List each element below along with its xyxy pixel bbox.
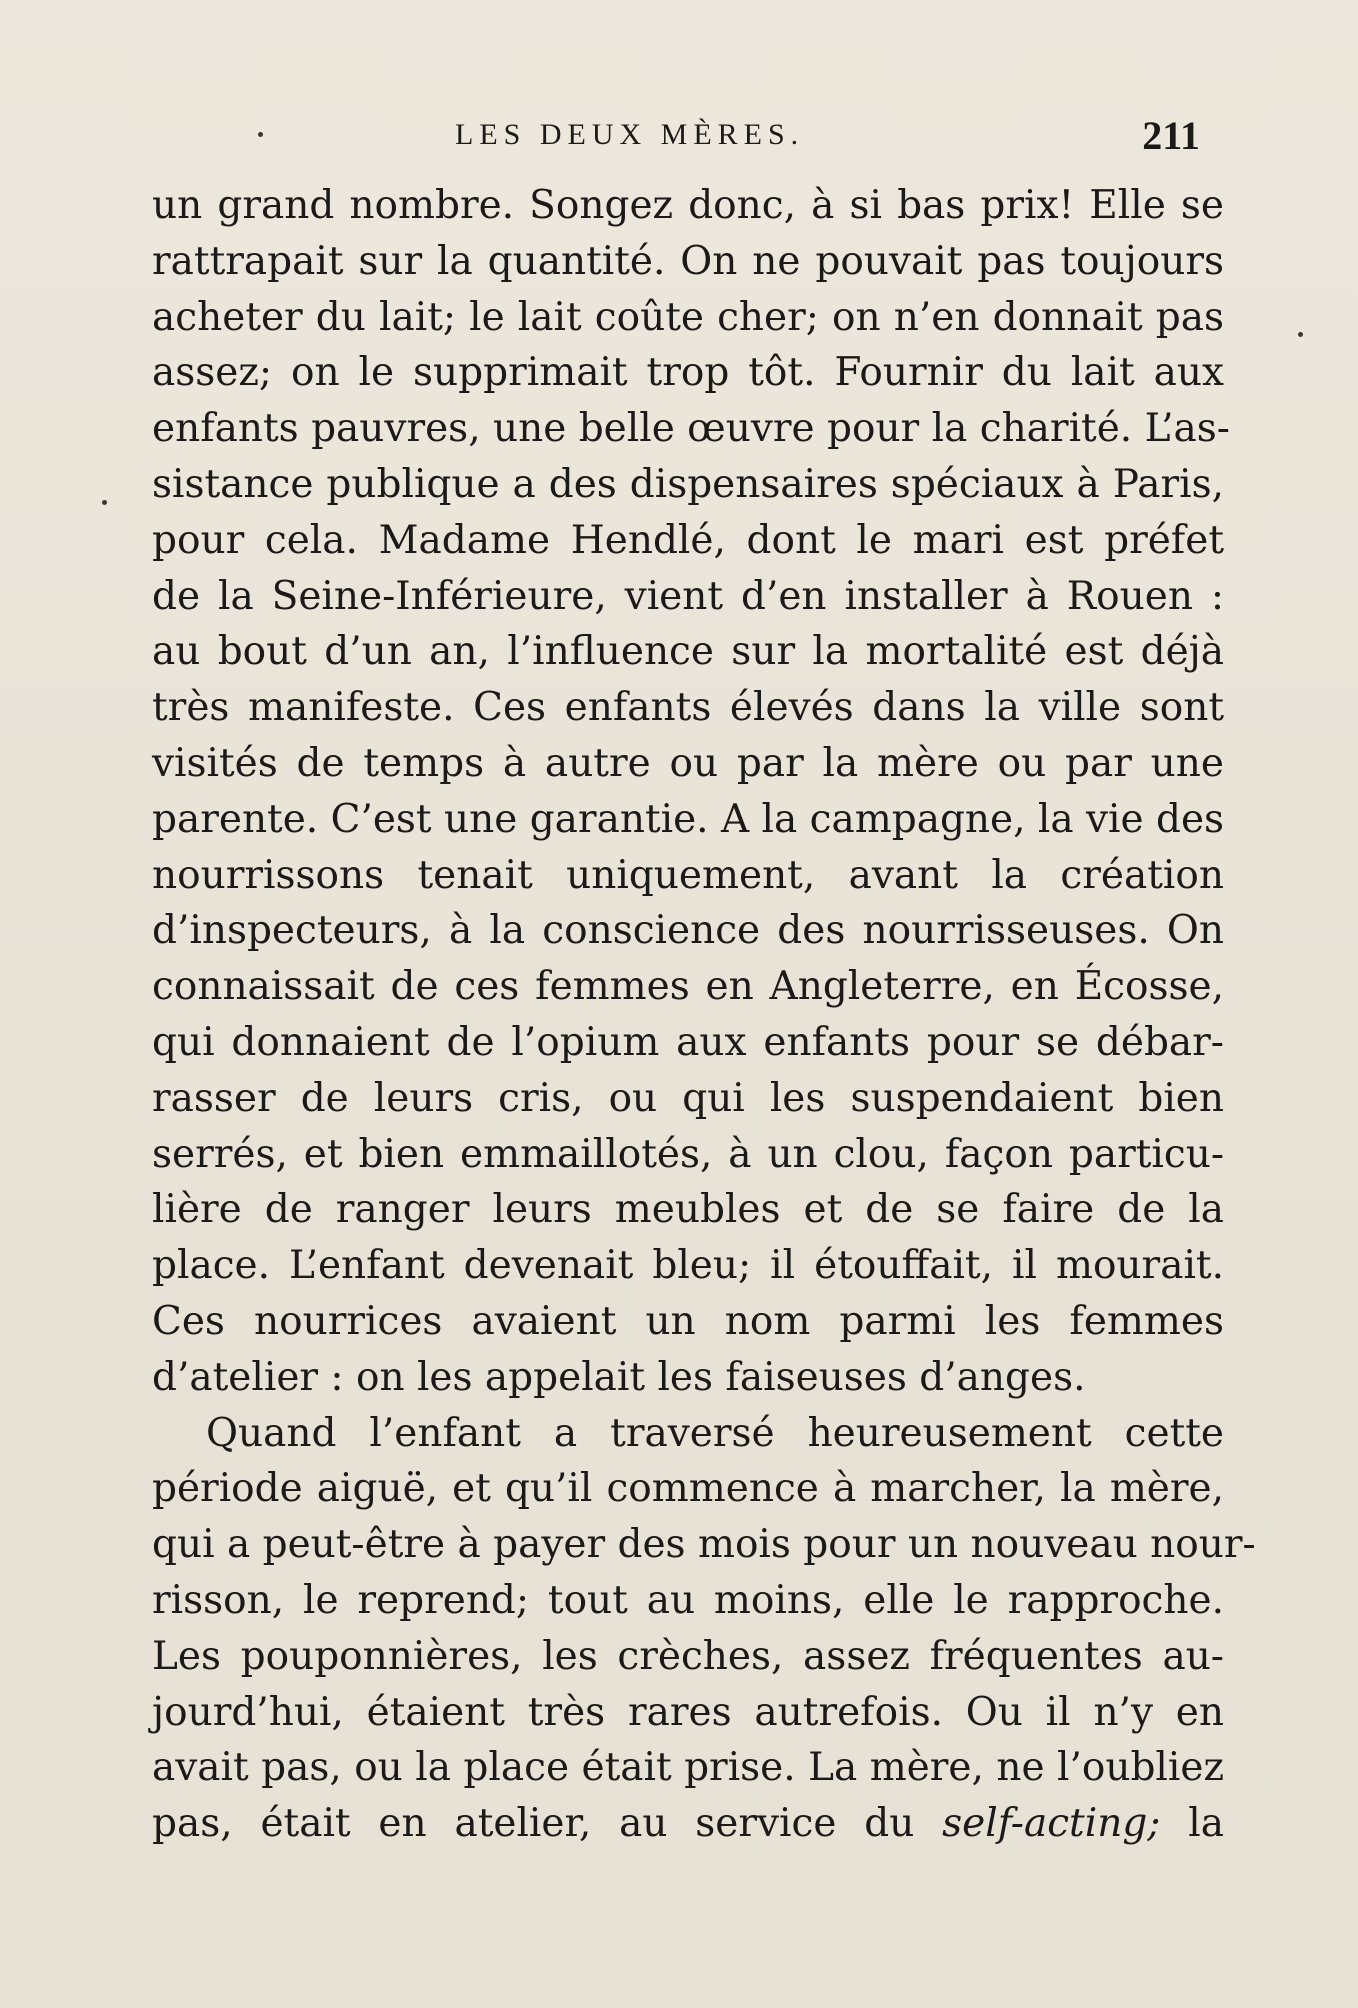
text-line: très manifeste. Ces enfants élevés dans la ville sont [152, 685, 1224, 731]
text-line: serrés, et bien emmaillotés, à un clou, façon particu- [152, 1131, 1224, 1177]
text-line: Quand l’enfant a traversé heureusement cette [206, 1410, 1224, 1456]
text-segment: la [1160, 1801, 1224, 1847]
text-line: risson, le reprend; tout au moins, elle le rapproche. [152, 1577, 1224, 1623]
text-line: de la Seine-Inférieure, vient d’en installer à Rouen : [152, 573, 1224, 619]
text-line: au bout d’un an, l’influence sur la mortalité est déjà [152, 629, 1224, 675]
text-line: sistance publique a des dispensaires spéciaux à Paris, [152, 461, 1224, 507]
text-line: visités de temps à autre ou par la mère ou par une [152, 740, 1224, 786]
running-title: LES DEUX MÈRES. [455, 118, 805, 151]
text-line: lière de ranger leurs meubles et de se faire de la [152, 1187, 1224, 1233]
body-text [152, 178, 1256, 1852]
text-line: enfants pauvres, une belle œuvre pour la charité. L’as- [152, 406, 1230, 452]
text-line: d’inspecteurs, à la conscience des nourrisseuses. On [152, 908, 1224, 954]
text-line: qui a peut-être à payer des mois pour un nouveau nour- [152, 1522, 1256, 1568]
running-head [150, 112, 1200, 162]
paper-speck [258, 132, 263, 137]
text-line: qui donnaient de l’opium aux enfants pour se débar- [152, 1019, 1224, 1065]
text-line: rattrapait sur la quantité. On ne pouvait pas toujours [152, 238, 1224, 284]
paragraph-2 [152, 1406, 1256, 1852]
text-line: avait pas, ou la place était prise. La mère, ne l’oubliez [152, 1745, 1224, 1791]
text-line: parente. C’est une garantie. A la campagne, la vie des [152, 796, 1225, 842]
paper-speck [102, 500, 107, 505]
paragraph-1 [152, 178, 1230, 1406]
paper-speck [1298, 332, 1303, 337]
text-line: jourd’hui, étaient très rares autrefois. Ou il n’y en [152, 1689, 1224, 1735]
text-line: acheter du lait; le lait coûte cher; on n’en donnait pas [152, 294, 1224, 340]
text-line: place. L’enfant devenait bleu; il étouffait, il mourait. [152, 1243, 1224, 1289]
text-line: d’atelier : on les appelait les faiseuses d’anges. [152, 1354, 1086, 1400]
page-number: 211 [1142, 113, 1200, 158]
text-line: connaissait de ces femmes en Angleterre, en Écosse, [152, 964, 1224, 1010]
text-line: pour cela. Madame Hendlé, dont le mari est préfet [152, 517, 1224, 563]
text-line: Ces nourrices avaient un nom parmi les femmes [152, 1298, 1224, 1344]
text-line: nourrissons tenait uniquement, avant la création [152, 852, 1224, 898]
text-line: assez; on le supprimait trop tôt. Fournir du lait aux [152, 350, 1224, 396]
text-segment: pas, était en atelier, au service du [152, 1801, 943, 1847]
text-line-final [152, 1796, 1224, 1852]
text-line: un grand nombre. Songez donc, à si bas prix! Elle se [152, 183, 1224, 228]
text-line: rasser de leurs cris, ou qui les suspendaient bien [152, 1075, 1224, 1121]
text-line: période aiguë, et qu’il commence à marcher, la mère, [152, 1466, 1224, 1512]
text-line: Les pouponnières, les crèches, assez fréquentes au- [152, 1633, 1224, 1679]
italic-term: self-acting; [942, 1801, 1161, 1847]
